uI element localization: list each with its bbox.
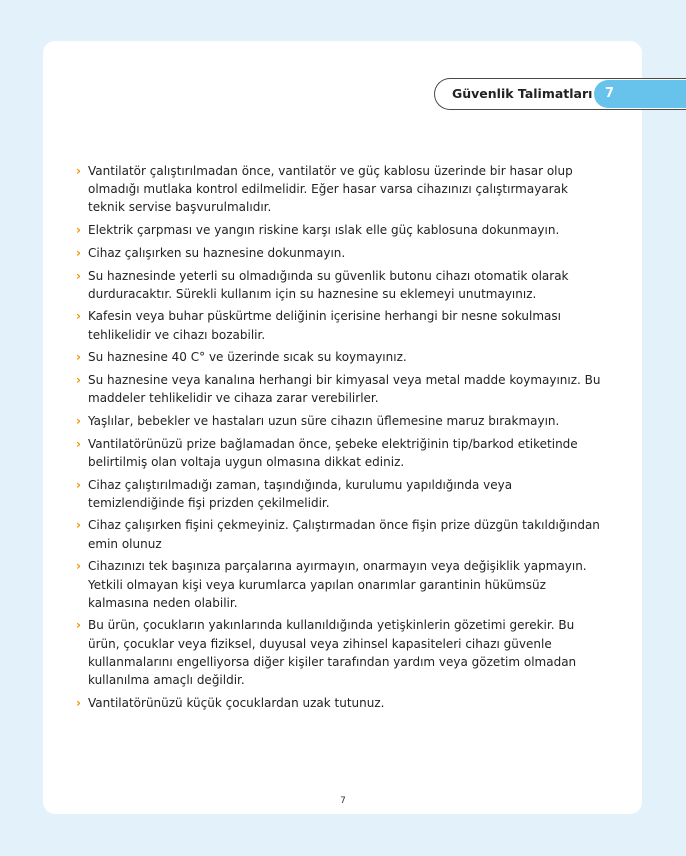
list-item-text: Cihaz çalışırken su haznesine dokunmayın.	[88, 245, 346, 260]
chevron-right-icon: ›	[76, 373, 81, 388]
list-item	[76, 616, 606, 689]
list-item	[76, 476, 606, 512]
list-item	[76, 371, 606, 407]
chevron-right-icon: ›	[76, 559, 81, 574]
list-item	[76, 557, 606, 612]
list-item	[76, 221, 606, 239]
list-item	[76, 267, 606, 303]
list-item	[76, 348, 606, 366]
safety-instructions-list	[76, 162, 606, 716]
page-number: 7	[340, 796, 346, 806]
list-item	[76, 244, 606, 262]
chevron-right-icon: ›	[76, 413, 81, 428]
list-item	[76, 307, 606, 343]
list-item	[76, 162, 606, 217]
chevron-right-icon: ›	[76, 436, 81, 451]
list-item-text: Yaşlılar, bebekler ve hastaları uzun süre cihazın üflemesine maruz bırakmayın.	[88, 413, 560, 428]
list-item	[76, 694, 606, 712]
chevron-right-icon: ›	[76, 518, 81, 533]
section-header-tab	[434, 78, 686, 110]
chevron-right-icon: ›	[76, 223, 81, 238]
list-item	[76, 516, 606, 552]
list-item	[76, 412, 606, 430]
list-item-text: Cihaz çalıştırılmadığı zaman, taşındığında, kurulumu yapıldığında veya temizlendiğinde fişi prizden çekilmelidir.	[88, 477, 513, 510]
chevron-right-icon: ›	[76, 309, 81, 324]
chapter-number: 7	[605, 86, 615, 101]
list-item-text: Cihazınızı tek başınıza parçalarına ayırmayın, onarmayın veya değişiklik yapmayın. Yetkili olmayan kişi veya kurumlarca yapılan onarımlar garantinin hükümsüz kalmasına neden olabilir.	[88, 559, 587, 610]
list-item-text: Vantilatör çalıştırılmadan önce, vantilatör ve güç kablosu üzerinde bir hasar olup olmadığı mutlaka kontrol edilmelidir. Eğer hasar varsa cihazınızı çalıştırmayarak teknik servise başvurulmalıdır.	[88, 164, 573, 215]
chapter-number-badge	[594, 80, 686, 108]
list-item-text: Su haznesine 40 C° ve üzerinde sıcak su koymayınız.	[88, 350, 407, 365]
list-item-text: Cihaz çalışırken fişini çekmeyiniz. Çalıştırmadan önce fişin prize düzgün takıldığından emin olunuz	[88, 518, 600, 551]
chevron-right-icon: ›	[76, 268, 81, 283]
chevron-right-icon: ›	[76, 618, 81, 633]
list-item-text: Elektrik çarpması ve yangın riskine karşı ıslak elle güç kablosuna dokunmayın.	[88, 223, 560, 238]
chevron-right-icon: ›	[76, 350, 81, 365]
list-item-text: Vantilatörünüzü prize bağlamadan önce, şebeke elektriğinin tip/barkod etiketinde belirtilmiş olan voltaja uygun olmasına dikkat ediniz.	[88, 436, 578, 469]
chevron-right-icon: ›	[76, 477, 81, 492]
list-item-text: Kafesin veya buhar püskürtme deliğinin içerisine herhangi bir nesne sokulması tehlikelidir ve cihazı bozabilir.	[88, 309, 561, 342]
list-item-text: Bu ürün, çocukların yakınlarında kullanıldığında yetişkinlerin gözetimi gerekir. Bu ürün, çocuklar veya fiziksel, duyusal veya zihinsel kapasiteleri cihazı güvenle kullanmalarını engelliyorsa diğer kişiler tarafından yardım veya gözetim olmadan kullanılma amaçlı değildir.	[88, 618, 577, 688]
chevron-right-icon: ›	[76, 164, 81, 178]
list-item-text: Su haznesine veya kanalına herhangi bir kimyasal veya metal madde koymayınız. Bu maddeler tehlikelidir ve cihaza zarar verebilirler.	[88, 373, 601, 406]
chevron-right-icon: ›	[76, 695, 81, 710]
chevron-right-icon: ›	[76, 245, 81, 260]
section-title: Güvenlik Talimatları	[452, 86, 593, 101]
list-item-text: Vantilatörünüzü küçük çocuklardan uzak tutunuz.	[88, 695, 385, 710]
list-item	[76, 435, 606, 471]
list-item-text: Su haznesinde yeterli su olmadığında su güvenlik butonu cihazı otomatik olarak durduracaktır. Sürekli kullanım için su haznesine su eklemeyi unutmayınız.	[88, 268, 569, 301]
